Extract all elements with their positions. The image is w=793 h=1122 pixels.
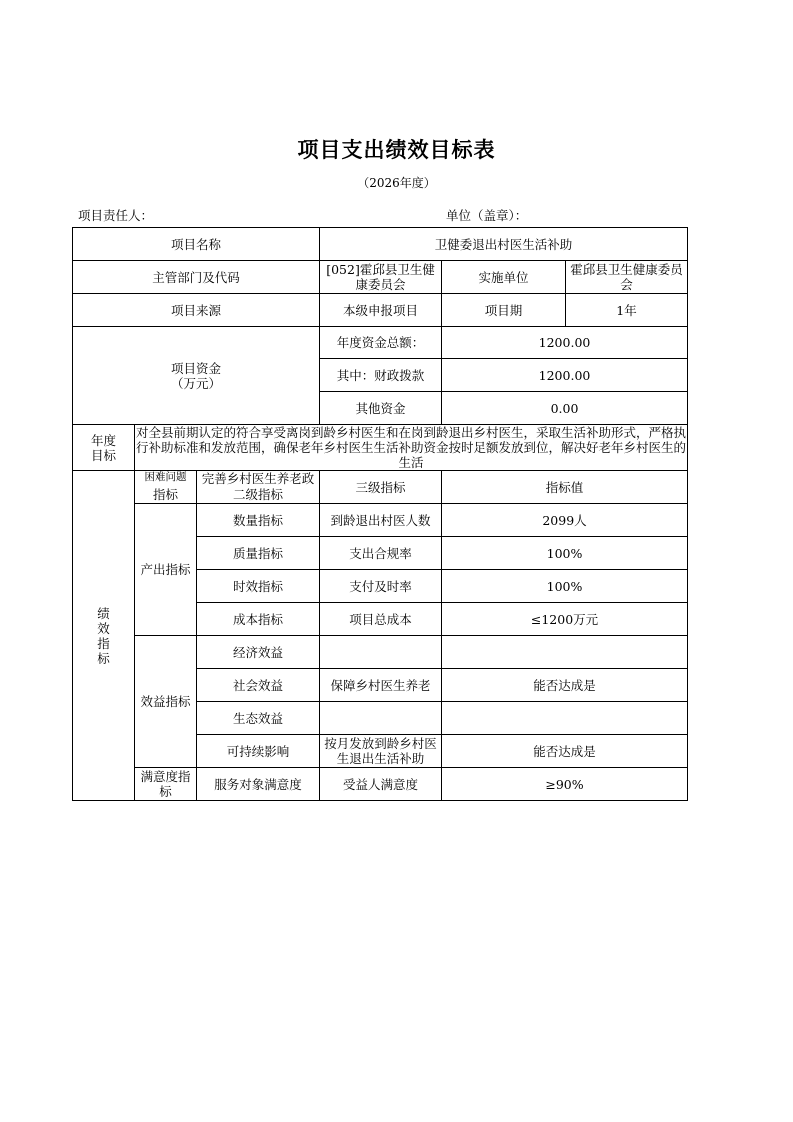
satisfaction-indicators-label: 满意度指标	[135, 768, 197, 801]
economic-benefit: 经济效益	[197, 636, 320, 669]
economic-benefit-detail	[320, 636, 442, 669]
project-funds-label	[73, 327, 320, 425]
fiscal-funds-value: 1200.00	[442, 359, 688, 392]
cost-indicator-value: ≤1200万元	[442, 603, 688, 636]
ecological-benefit-value	[442, 702, 688, 735]
quality-indicator-value: 100%	[442, 537, 688, 570]
ecological-benefit: 生态效益	[197, 702, 320, 735]
department-label: 主管部门及代码	[73, 261, 320, 294]
year-label: （2026年度）	[357, 176, 436, 190]
level2-header-label: 二级指标	[233, 487, 284, 502]
service-satisfaction: 服务对象满意度	[197, 768, 320, 801]
quality-indicator: 质量指标	[197, 537, 320, 570]
social-benefit-detail: 保障乡村医生养老	[320, 669, 442, 702]
economic-benefit-value	[442, 636, 688, 669]
level1-overflow-text: 困难问题	[144, 471, 187, 483]
table-row	[73, 425, 688, 471]
sustainable-impact-detail: 按月发放到龄乡村医生退出生活补助	[320, 735, 442, 768]
social-benefit: 社会效益	[197, 669, 320, 702]
table-row	[73, 261, 688, 294]
sustainable-impact: 可持续影响	[197, 735, 320, 768]
funds-label-line2: （万元）	[171, 375, 222, 391]
quality-indicator-detail: 支出合规率	[320, 537, 442, 570]
table-row	[73, 228, 688, 261]
output-indicators-label: 产出指标	[135, 504, 197, 636]
annual-goal-text: 对全县前期认定的符合享受离岗到龄乡村医生和在岗到龄退出乡村医生，采取生活补助形式，严格执行补助标准和发放范围，确保老年乡村医生生活补助资金按时足额发放到位，解决好老年乡村医生的生活	[136, 425, 687, 470]
service-satisfaction-detail: 受益人满意度	[320, 768, 442, 801]
timeliness-indicator-detail: 支付及时率	[320, 570, 442, 603]
indicator-value-header: 指标值	[442, 471, 688, 504]
responsible-person-label: 项目责任人：	[78, 208, 154, 223]
page-title: 项目支出绩效目标表	[297, 138, 496, 162]
other-funds-label: 其他资金	[320, 392, 442, 425]
other-funds-value: 0.00	[442, 392, 688, 425]
quantity-indicator: 数量指标	[197, 504, 320, 537]
level1-header	[135, 471, 197, 504]
annual-total-value: 1200.00	[442, 327, 688, 359]
timeliness-indicator-value: 100%	[442, 570, 688, 603]
perf-label-char: 绩	[97, 605, 110, 621]
level3-header: 三级指标	[320, 471, 442, 504]
level2-overflow-text: 完善乡村医生养老政	[201, 471, 315, 486]
goal-label-line2: 目标	[90, 447, 116, 463]
table-row	[73, 504, 688, 537]
project-period-label: 项目期	[442, 294, 566, 327]
cost-indicator-detail: 项目总成本	[320, 603, 442, 636]
project-source-label: 项目来源	[73, 294, 320, 327]
ecological-benefit-detail	[320, 702, 442, 735]
funds-label-line1: 项目资金	[171, 360, 222, 376]
goal-label-line1: 年度	[90, 432, 116, 448]
performance-target-table	[72, 227, 688, 801]
annual-goal-label	[73, 425, 135, 471]
timeliness-indicator: 时效指标	[197, 570, 320, 603]
sustainable-impact-value: 能否达成是	[442, 735, 688, 768]
project-name-label: 项目名称	[73, 228, 320, 261]
table-row	[73, 471, 688, 504]
unit-seal-label: 单位（盖章）：	[446, 208, 528, 223]
perf-label-char: 标	[97, 650, 110, 666]
perf-label-char: 指	[97, 635, 110, 651]
project-source-value: 本级申报项目	[320, 294, 442, 327]
project-name-value: 卫健委退出村医生活补助	[320, 228, 688, 261]
annual-total-label: 年度资金总额：	[320, 327, 442, 359]
table-row	[73, 768, 688, 801]
fiscal-funds-label: 其中：财政拨款	[320, 359, 442, 392]
table-row	[73, 294, 688, 327]
project-period-value: 1年	[566, 294, 688, 327]
benefit-indicators-label: 效益指标	[135, 636, 197, 768]
table-row	[73, 327, 688, 359]
performance-indicators-label	[73, 471, 135, 801]
department-value: [052]霍邱县卫生健康委员会	[320, 261, 442, 294]
quantity-indicator-detail: 到龄退出村医人数	[320, 504, 442, 537]
implementing-unit-value: 霍邱县卫生健康委员会	[566, 261, 688, 294]
social-benefit-value: 能否达成是	[442, 669, 688, 702]
service-satisfaction-value: ≥90%	[442, 768, 688, 801]
implementing-unit-label: 实施单位	[442, 261, 566, 294]
cost-indicator: 成本指标	[197, 603, 320, 636]
level1-header-label: 指标	[152, 487, 178, 502]
quantity-indicator-value: 2099人	[442, 504, 688, 537]
table-row	[73, 636, 688, 669]
level2-header	[197, 471, 320, 504]
perf-label-char: 效	[97, 620, 110, 636]
